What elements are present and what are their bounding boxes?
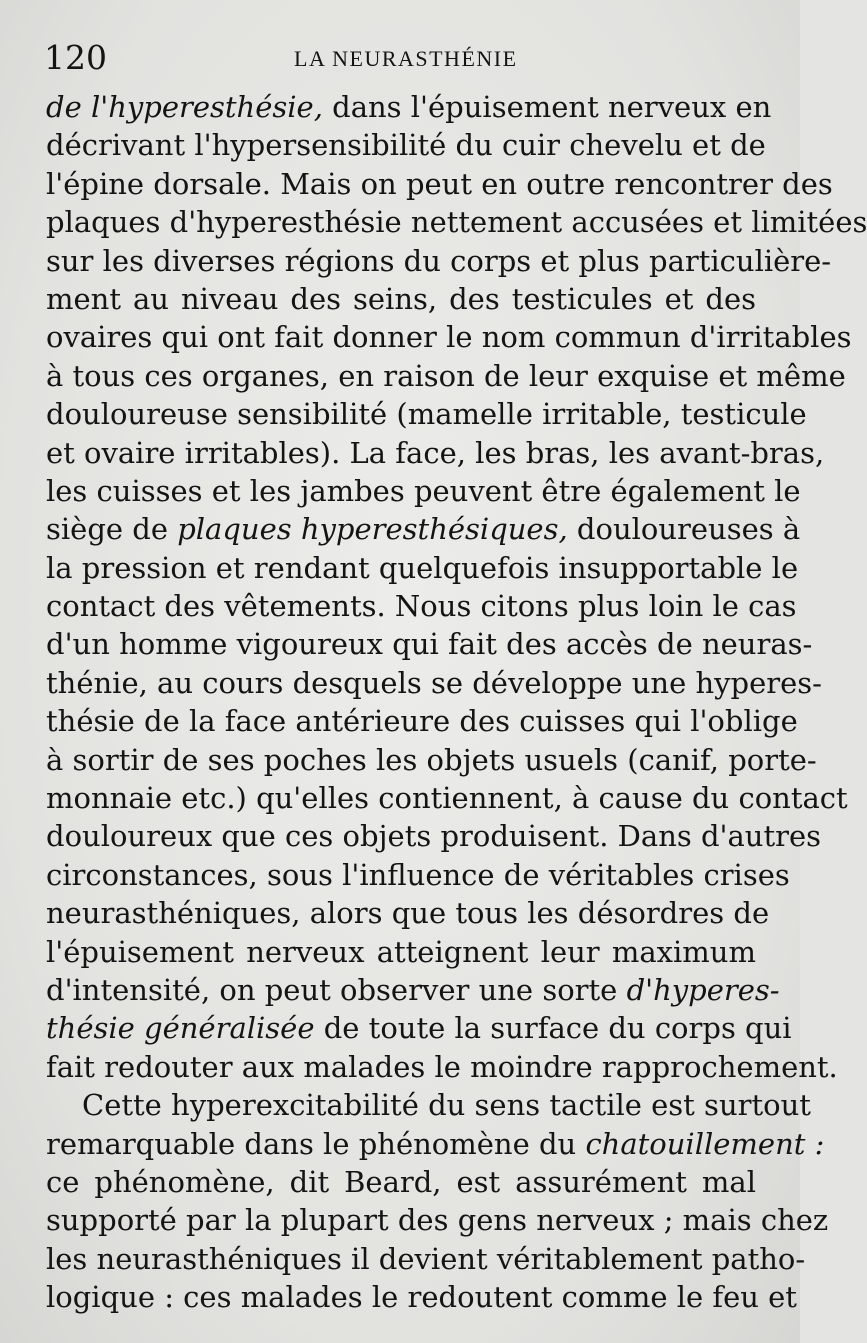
text-line: la pression et rendant quelquefois insupportable le (46, 550, 799, 585)
text-line: plaques d'hyperesthésie nettement accusées et limitées (46, 205, 867, 240)
text-line: et ovaire irritables). La face, les bras, les avant-bras, (46, 435, 825, 470)
text-line: de l'hyperesthésie, dans l'épuisement nerveux en (46, 90, 772, 124)
text-line: douloureux que ces objets produisent. Dans d'autres (46, 819, 822, 854)
text-line: ment au niveau des seins, des testicules et des (46, 281, 756, 316)
text-line: les cuisses et les jambes peuvent être également le (46, 473, 801, 508)
text-line: ovaires qui ont fait donner le nom commun d'irritables (46, 320, 852, 355)
text-line: monnaie etc.) qu'elles contiennent, à cause du contact (46, 781, 848, 816)
italic-phrase: chatouillement : (585, 1126, 825, 1161)
running-head: LA NEURASTHÉNIE (294, 46, 518, 71)
italic-phrase: plaques hyperesthésiques, (177, 512, 568, 547)
text-line: douloureuse sensibilité (mamelle irritable, testicule (46, 397, 807, 432)
text-line: sur les diverses régions du corps et plus particulière- (46, 243, 832, 278)
italic-phrase: thésie généralisée (46, 1011, 315, 1046)
italic-phrase: de l'hyperesthésie, (46, 90, 323, 124)
italic-phrase: d'hyperes- (626, 972, 780, 1007)
text-line: siège de plaques hyperesthésiques, douloureuses à (46, 512, 801, 547)
text-line: thésie de la face antérieure des cuisses qui l'oblige (46, 704, 798, 739)
text-line: supporté par la plupart des gens nerveux ; mais chez (46, 1203, 829, 1238)
text-line: l'épine dorsale. Mais on peut en outre rencontrer des (46, 166, 833, 201)
text-line: à tous ces organes, en raison de leur exquise et même (46, 358, 846, 393)
text-line: l'épuisement nerveux atteignent leur maximum (46, 934, 756, 969)
page-header (44, 38, 756, 82)
text-line: à sortir de ses poches les objets usuels (canif, porte- (46, 742, 817, 777)
text-line: contact des vêtements. Nous citons plus loin le cas (46, 589, 797, 624)
text-line: fait redouter aux malades le moindre rapprochement. (46, 1049, 838, 1084)
text-line: remarquable dans le phénomène du chatouillement : (46, 1126, 825, 1161)
text-line: les neurasthéniques il devient véritablement patho- (46, 1241, 806, 1276)
text-line: circonstances, sous l'influence de véritables crises (46, 857, 790, 892)
text-line: d'intensité, on peut observer une sorte d'hyperes- (46, 972, 780, 1007)
text-line: logique : ces malades le redoutent comme le feu et (46, 1280, 797, 1315)
text-line: neurasthéniques, alors que tous les désordres de (46, 896, 770, 931)
text-line: d'un homme vigoureux qui fait des accès de neuras- (46, 627, 813, 662)
text-line: Cette hyperexcitabilité du sens tactile est surtout (82, 1088, 811, 1123)
text-line: décrivant l'hypersensibilité du cuir chevelu et de (46, 128, 766, 163)
text-line: thénie, au cours desquels se développe une hyperes- (46, 665, 822, 700)
text-line: ce phénomène, dit Beard, est assurément mal (46, 1164, 756, 1199)
body-text (46, 88, 867, 1317)
page-number: 120 (44, 38, 107, 77)
text-line: thésie généralisée de toute la surface du corps qui (46, 1011, 792, 1046)
